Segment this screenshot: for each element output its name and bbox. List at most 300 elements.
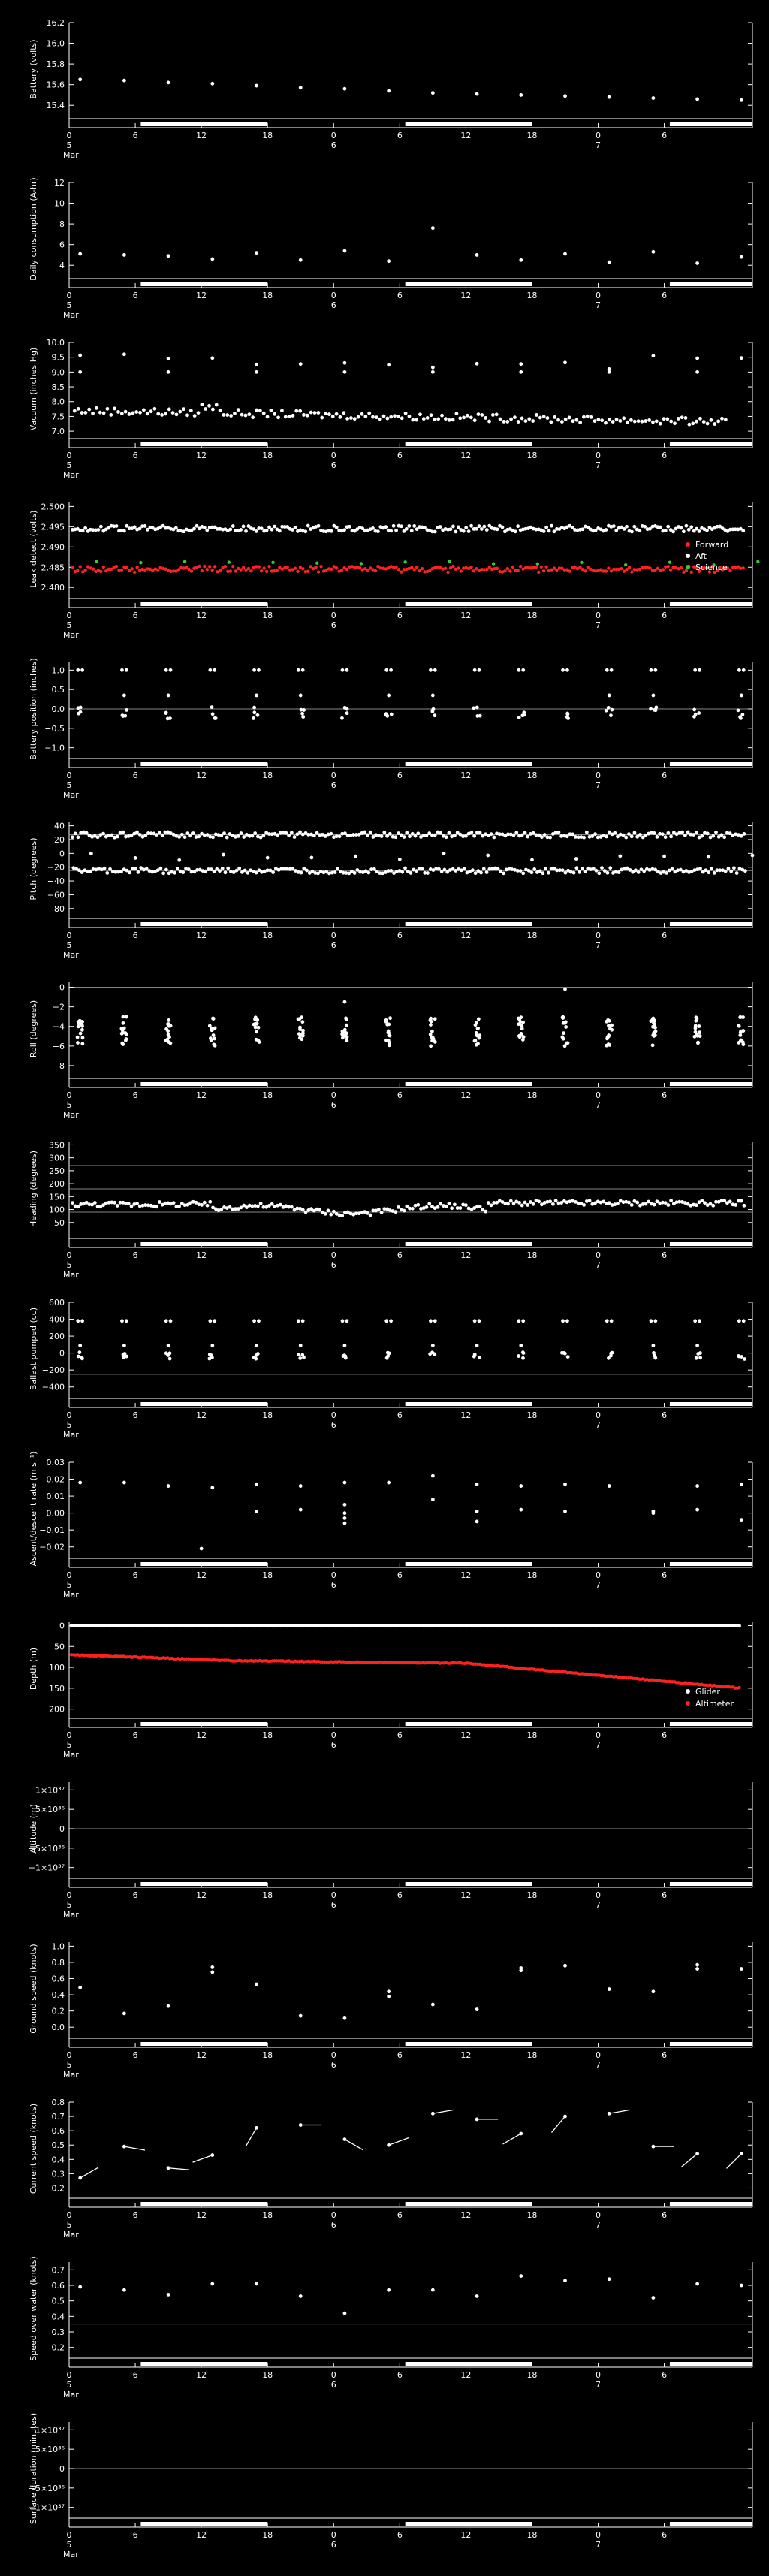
y-tick-label: 0.4 bbox=[51, 1990, 65, 2001]
daylight-bar bbox=[406, 2202, 532, 2206]
day-label: 5 bbox=[66, 300, 72, 310]
data-point bbox=[76, 1041, 80, 1045]
data-point-secondary bbox=[503, 569, 506, 572]
y-tick-label: 150 bbox=[49, 1192, 65, 1202]
data-point bbox=[695, 1203, 698, 1207]
data-point bbox=[345, 711, 349, 715]
data-point bbox=[318, 1208, 321, 1212]
data-point bbox=[724, 418, 728, 421]
data-point bbox=[385, 417, 389, 421]
data-point bbox=[124, 410, 128, 414]
data-point bbox=[453, 834, 457, 837]
data-point bbox=[490, 832, 493, 836]
data-point bbox=[382, 415, 386, 418]
data-point-secondary bbox=[276, 569, 279, 572]
data-point bbox=[160, 413, 164, 417]
data-point bbox=[519, 2274, 523, 2278]
data-point bbox=[124, 1031, 128, 1035]
data-point bbox=[716, 419, 720, 423]
data-point bbox=[173, 871, 176, 875]
x-tick-label: 0 bbox=[596, 611, 602, 620]
data-point bbox=[705, 529, 709, 532]
data-point-secondary bbox=[203, 565, 206, 568]
data-point bbox=[215, 403, 219, 407]
data-point-secondary bbox=[448, 560, 451, 563]
data-point bbox=[247, 412, 251, 416]
data-point bbox=[610, 1028, 614, 1032]
data-point bbox=[520, 834, 524, 837]
panel-battery bbox=[29, 18, 752, 160]
data-point bbox=[475, 1033, 478, 1036]
data-point bbox=[590, 415, 593, 419]
data-point-secondary bbox=[309, 565, 312, 568]
data-point bbox=[172, 1201, 176, 1205]
data-point bbox=[167, 254, 170, 258]
data-point bbox=[255, 363, 258, 366]
x-tick-label: 18 bbox=[262, 931, 273, 940]
y-tick-label: 15.6 bbox=[46, 80, 65, 90]
data-point bbox=[122, 1481, 126, 1485]
data-point bbox=[524, 419, 528, 423]
data-point bbox=[702, 420, 706, 424]
data-point bbox=[707, 870, 710, 874]
data-point bbox=[680, 526, 683, 530]
data-point bbox=[369, 1214, 372, 1217]
data-point bbox=[734, 1203, 737, 1207]
data-point bbox=[255, 2282, 258, 2286]
data-point bbox=[191, 831, 195, 835]
data-point bbox=[437, 867, 441, 871]
data-point bbox=[299, 258, 303, 262]
data-point-secondary bbox=[315, 562, 318, 565]
data-point bbox=[270, 528, 274, 532]
day-label: 6 bbox=[330, 2220, 336, 2230]
x-tick-label: 12 bbox=[460, 1570, 472, 1580]
daylight-bar bbox=[670, 442, 752, 446]
data-point bbox=[408, 834, 412, 838]
day-label: 7 bbox=[596, 460, 602, 470]
daylight-bar bbox=[140, 2202, 267, 2206]
daylight-bar bbox=[406, 922, 532, 926]
data-point bbox=[341, 1319, 345, 1323]
data-point bbox=[443, 868, 447, 872]
data-point bbox=[563, 252, 567, 256]
data-point bbox=[711, 834, 715, 838]
data-point bbox=[665, 417, 669, 421]
data-point bbox=[167, 407, 171, 411]
data-point bbox=[478, 1319, 481, 1323]
data-point-secondary bbox=[206, 568, 209, 571]
x-tick-label: 0 bbox=[66, 1890, 72, 1900]
legend-label: Glider bbox=[695, 1687, 720, 1697]
data-point-secondary bbox=[198, 565, 201, 568]
data-point bbox=[644, 419, 647, 423]
daylight-bar bbox=[670, 762, 752, 766]
data-point bbox=[255, 1483, 258, 1486]
data-point bbox=[546, 416, 550, 420]
data-point bbox=[158, 867, 162, 870]
data-point bbox=[341, 1030, 345, 1033]
data-point bbox=[120, 1319, 124, 1323]
data-point bbox=[431, 366, 435, 370]
x-tick-label: 0 bbox=[596, 2370, 602, 2380]
data-point bbox=[608, 95, 611, 99]
data-point bbox=[133, 525, 137, 529]
data-point bbox=[254, 1357, 258, 1361]
data-point-secondary bbox=[258, 565, 261, 568]
data-point bbox=[429, 1044, 433, 1048]
y-tick-label: 0.6 bbox=[51, 1974, 65, 1984]
data-point bbox=[255, 694, 258, 698]
data-point bbox=[630, 530, 634, 534]
data-point bbox=[78, 2285, 82, 2289]
data-point bbox=[188, 834, 192, 838]
day-label: 5 bbox=[66, 460, 72, 470]
data-point bbox=[637, 870, 641, 874]
data-point bbox=[382, 831, 386, 834]
data-point bbox=[430, 1020, 433, 1024]
x-tick-label: 0 bbox=[330, 611, 336, 620]
y-tick-label: 15.4 bbox=[46, 101, 65, 111]
data-point bbox=[415, 418, 418, 422]
data-point bbox=[360, 412, 364, 416]
data-point bbox=[389, 869, 393, 873]
data-point bbox=[343, 249, 347, 253]
data-point bbox=[256, 1205, 260, 1208]
data-point-secondary bbox=[415, 566, 418, 569]
data-point bbox=[429, 668, 433, 672]
data-point bbox=[502, 871, 505, 875]
data-point bbox=[197, 834, 201, 838]
data-point bbox=[266, 415, 270, 419]
data-point bbox=[210, 258, 214, 261]
x-tick-label: 6 bbox=[132, 1730, 138, 1740]
data-point bbox=[696, 1352, 700, 1356]
data-point bbox=[76, 668, 80, 672]
daylight-bar bbox=[406, 2522, 532, 2526]
data-point bbox=[482, 525, 486, 529]
data-point bbox=[394, 835, 397, 839]
data-point bbox=[219, 834, 223, 837]
data-point bbox=[535, 413, 538, 417]
data-point bbox=[407, 524, 411, 528]
data-point bbox=[192, 527, 196, 531]
day-label: 5 bbox=[66, 620, 72, 630]
data-point bbox=[393, 414, 397, 418]
data-point bbox=[740, 356, 743, 360]
x-tick-label: 18 bbox=[526, 2370, 538, 2380]
data-point bbox=[81, 1036, 85, 1039]
daylight-bar bbox=[406, 2042, 532, 2046]
data-point bbox=[737, 1024, 741, 1028]
legend-marker bbox=[686, 542, 690, 547]
data-point bbox=[212, 1042, 216, 1046]
data-point bbox=[343, 831, 347, 835]
data-point bbox=[345, 1039, 348, 1042]
data-point bbox=[299, 1344, 303, 1347]
data-point bbox=[71, 835, 74, 839]
data-point-secondary bbox=[410, 566, 413, 569]
data-point bbox=[700, 1199, 704, 1202]
data-point-secondary bbox=[213, 565, 216, 568]
data-point-secondary bbox=[330, 568, 333, 571]
x-tick-label: 18 bbox=[526, 2530, 538, 2540]
data-point bbox=[617, 870, 621, 874]
data-point bbox=[299, 694, 303, 698]
data-point bbox=[78, 1481, 82, 1485]
x-tick-label: 18 bbox=[262, 1090, 273, 1100]
data-point bbox=[255, 529, 258, 533]
day-label: 6 bbox=[330, 1580, 336, 1590]
data-point bbox=[485, 528, 489, 532]
data-point bbox=[732, 866, 736, 870]
data-point bbox=[167, 1344, 170, 1347]
data-point bbox=[653, 1319, 657, 1323]
data-point bbox=[138, 527, 142, 531]
data-point bbox=[616, 1202, 620, 1205]
panel-roll bbox=[29, 982, 752, 1120]
y-axis-label: Depth (m) bbox=[29, 1647, 38, 1691]
data-point bbox=[158, 1200, 161, 1204]
data-point bbox=[431, 370, 435, 374]
data-point bbox=[394, 1210, 397, 1214]
x-tick-label: 12 bbox=[460, 771, 472, 780]
data-point-secondary bbox=[139, 561, 142, 564]
data-point bbox=[210, 1344, 214, 1347]
data-point-secondary bbox=[469, 566, 472, 569]
data-point bbox=[710, 418, 713, 422]
data-point bbox=[79, 706, 83, 710]
data-point bbox=[462, 529, 466, 533]
data-point bbox=[427, 1202, 431, 1205]
data-point bbox=[83, 411, 87, 415]
data-point bbox=[724, 870, 728, 873]
data-point bbox=[388, 832, 392, 836]
data-point bbox=[405, 527, 409, 531]
data-point bbox=[303, 529, 307, 533]
y-axis-label: Pitch (degrees) bbox=[29, 837, 38, 900]
data-point bbox=[127, 1202, 131, 1205]
data-point bbox=[398, 858, 402, 861]
x-tick-label: 12 bbox=[460, 131, 472, 140]
data-point bbox=[225, 413, 229, 417]
y-tick-label: 2.500 bbox=[41, 502, 65, 512]
data-point bbox=[531, 419, 535, 423]
daylight-bar bbox=[140, 2362, 267, 2366]
data-point bbox=[695, 2282, 699, 2286]
data-point bbox=[344, 1356, 348, 1360]
data-point-secondary bbox=[544, 565, 547, 568]
data-point bbox=[400, 870, 404, 874]
day-label: 5 bbox=[66, 1100, 72, 1110]
data-point bbox=[404, 412, 408, 415]
data-point bbox=[697, 711, 701, 715]
data-point bbox=[273, 525, 276, 529]
data-point bbox=[418, 412, 422, 416]
daylight-bar bbox=[406, 1562, 532, 1566]
data-point-secondary bbox=[249, 569, 252, 572]
data-point bbox=[208, 1024, 212, 1028]
data-point bbox=[608, 1987, 611, 1991]
data-point bbox=[262, 834, 266, 837]
y-tick-label: 0.03 bbox=[46, 1458, 65, 1467]
daylight-bar bbox=[670, 282, 752, 286]
data-point bbox=[501, 526, 505, 529]
x-tick-label: 0 bbox=[66, 2050, 72, 2060]
y-tick-label: −0.5 bbox=[44, 723, 65, 734]
data-point-secondary bbox=[239, 568, 242, 571]
data-point bbox=[81, 529, 85, 532]
data-point bbox=[520, 1024, 523, 1028]
data-point bbox=[474, 1039, 478, 1042]
data-point bbox=[106, 407, 110, 411]
x-tick-label: 6 bbox=[397, 451, 403, 460]
data-point bbox=[400, 524, 403, 528]
data-point bbox=[210, 2282, 214, 2286]
data-point bbox=[608, 1019, 611, 1023]
data-point bbox=[740, 255, 743, 259]
daylight-bar bbox=[406, 1882, 532, 1886]
data-point bbox=[342, 411, 345, 415]
data-point bbox=[375, 415, 378, 419]
data-point bbox=[430, 1030, 434, 1033]
data-point bbox=[403, 867, 407, 870]
data-point-secondary bbox=[542, 569, 545, 572]
data-point-secondary bbox=[607, 566, 610, 569]
y-tick-label: −6 bbox=[52, 1041, 65, 1051]
data-point bbox=[652, 1989, 656, 1993]
x-tick-label: 18 bbox=[526, 2050, 538, 2060]
data-point bbox=[627, 1201, 631, 1205]
data-point bbox=[433, 713, 436, 717]
data-point bbox=[387, 1031, 391, 1035]
x-tick-label: 0 bbox=[596, 131, 602, 140]
x-tick-label: 6 bbox=[662, 2210, 668, 2220]
data-point bbox=[491, 413, 495, 417]
data-point bbox=[371, 526, 375, 530]
data-point bbox=[711, 1204, 715, 1208]
x-tick-label: 6 bbox=[397, 1570, 403, 1580]
data-point bbox=[527, 417, 531, 421]
data-point bbox=[306, 414, 309, 418]
x-tick-label: 12 bbox=[196, 2370, 207, 2380]
data-point bbox=[290, 831, 294, 834]
data-point bbox=[618, 419, 622, 423]
data-point-secondary bbox=[120, 569, 123, 572]
data-point bbox=[475, 1510, 479, 1513]
data-point bbox=[167, 370, 170, 374]
x-tick-label: 6 bbox=[662, 291, 668, 300]
data-point bbox=[273, 412, 276, 416]
data-point bbox=[644, 1202, 648, 1206]
data-point bbox=[299, 2294, 303, 2298]
y-tick-label: 0 bbox=[59, 1621, 65, 1631]
data-point bbox=[324, 412, 327, 415]
data-point bbox=[695, 98, 699, 101]
panel-ascent_rate bbox=[29, 1452, 752, 1600]
data-point bbox=[102, 412, 106, 415]
data-point bbox=[615, 418, 619, 421]
data-point-secondary bbox=[115, 565, 118, 568]
data-point bbox=[377, 1208, 381, 1211]
daylight-bar bbox=[140, 2522, 267, 2526]
data-point bbox=[740, 1967, 743, 1971]
data-point bbox=[122, 1021, 125, 1025]
y-axis-label: Leak detect (volts) bbox=[29, 510, 38, 588]
panel-ground_speed bbox=[29, 1941, 752, 2080]
day-label: 5 bbox=[66, 780, 72, 790]
data-point bbox=[600, 418, 604, 422]
data-point bbox=[244, 529, 248, 533]
data-point-secondary bbox=[394, 566, 397, 569]
data-point-secondary bbox=[224, 565, 227, 568]
data-point bbox=[284, 415, 288, 419]
data-point bbox=[740, 98, 743, 102]
data-point bbox=[95, 406, 98, 410]
data-point bbox=[218, 869, 222, 873]
data-point bbox=[695, 1963, 699, 1967]
data-point bbox=[128, 870, 131, 874]
day-label: 5 bbox=[66, 2060, 72, 2070]
y-tick-label: 0.5 bbox=[51, 2140, 65, 2151]
day-label: 5 bbox=[66, 1260, 72, 1270]
data-point bbox=[737, 708, 740, 712]
data-point bbox=[291, 414, 295, 418]
data-point bbox=[429, 1023, 433, 1027]
data-point bbox=[512, 834, 516, 837]
data-point bbox=[240, 831, 243, 835]
x-tick-label: 12 bbox=[196, 131, 207, 140]
x-tick-label: 12 bbox=[196, 1730, 207, 1740]
data-point bbox=[666, 831, 670, 835]
data-point bbox=[651, 421, 655, 424]
day-label: 5 bbox=[66, 1740, 72, 1750]
data-point bbox=[566, 716, 570, 720]
x-tick-label: 0 bbox=[66, 1250, 72, 1260]
data-point bbox=[653, 668, 657, 672]
data-point bbox=[197, 411, 201, 415]
data-point bbox=[698, 1319, 701, 1323]
data-point-secondary bbox=[568, 569, 571, 572]
data-point bbox=[519, 1508, 523, 1512]
x-tick-label: 0 bbox=[66, 2370, 72, 2380]
x-tick-label: 6 bbox=[662, 131, 668, 140]
data-point bbox=[431, 2288, 435, 2292]
data-point bbox=[677, 417, 680, 421]
data-point-secondary bbox=[360, 562, 363, 565]
data-point bbox=[605, 835, 608, 839]
x-tick-label: 18 bbox=[526, 611, 538, 620]
data-point bbox=[586, 415, 590, 418]
data-point bbox=[433, 834, 437, 837]
y-tick-label: −5×10³⁶ bbox=[28, 2483, 65, 2493]
data-point bbox=[431, 91, 435, 95]
data-point bbox=[475, 253, 479, 257]
data-point bbox=[532, 1202, 535, 1206]
data-point bbox=[652, 694, 656, 698]
data-point bbox=[698, 417, 702, 421]
x-tick-label: 0 bbox=[596, 1410, 602, 1420]
data-point bbox=[343, 1481, 347, 1485]
data-point bbox=[695, 1967, 699, 1971]
data-point bbox=[415, 869, 418, 873]
x-tick-label: 0 bbox=[596, 1090, 602, 1100]
data-point bbox=[91, 412, 95, 415]
data-point bbox=[451, 525, 455, 529]
data-point-secondary bbox=[208, 565, 211, 568]
day-label: 7 bbox=[596, 1580, 602, 1590]
y-tick-label: 7.0 bbox=[51, 427, 65, 437]
